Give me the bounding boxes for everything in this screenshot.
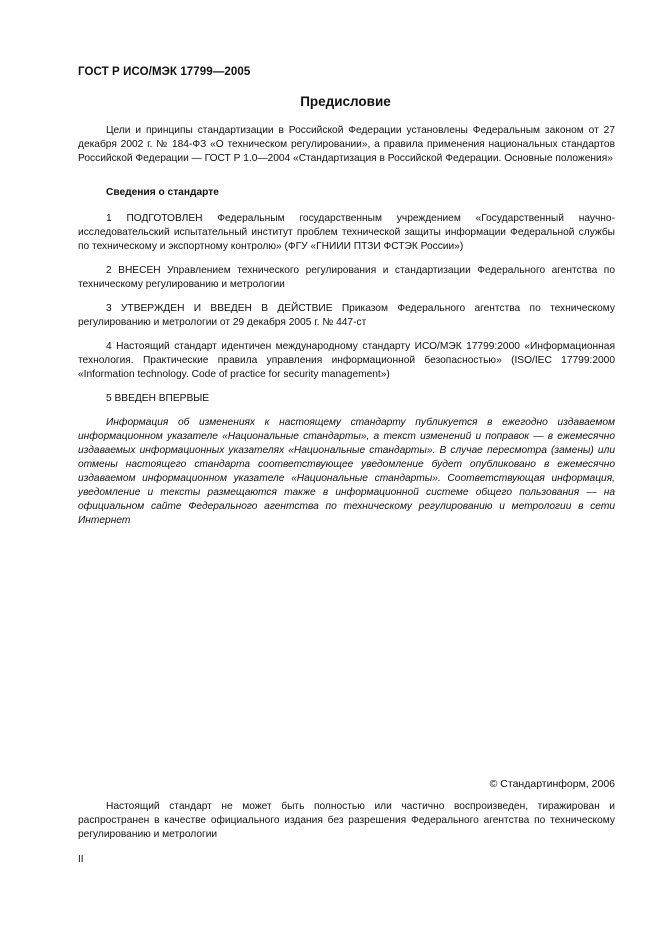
item-3 (78, 302, 615, 330)
document-header: ГОСТ Р ИСО/МЭК 17799—2005 (78, 66, 251, 78)
intro-text: Цели и принципы стандартизации в Российской Федерации установлены Федеральным законом от 27 декабря 2002 г. № 184-ФЗ «О техническом регулировании», а правила применения национальных стандартов Российской Федерации — ГОСТ Р 1.0—2004 «Стандартизация в Российской Федерации. Основные положения» (78, 125, 615, 164)
item-4-text: 4 Настоящий стандарт идентичен международному стандарту ИСО/МЭК 17799:2000 «Информационная технология. Практические правила управления информационной безопасностью» (ISO/IEC 17799:2000 «Information technology. Code of practice for security management») (78, 341, 615, 380)
item-2 (78, 264, 615, 292)
item-1 (78, 212, 615, 254)
section-heading-text: Сведения о стандарте (106, 187, 219, 198)
notice-paragraph (78, 416, 615, 528)
legal-notice-text: Настоящий стандарт не может быть полностью или частично воспроизведен, тиражирован и распространен в качестве официального издания без разрешения Федерального агентства по техническому регулированию и метрологии (78, 801, 615, 840)
copyright: © Стандартинформ, 2006 (489, 778, 615, 790)
notice-text: Информация об изменениях к настоящему стандарту публикуется в ежегодно издаваемом информационном указателе «Национальные стандарты», а текст изменений и поправок — в ежемесячно издаваемых информационных указателях «Национальные стандарты». В случае пересмотра (замены) или отмены настоящего стандарта соответствующее уведомление будет опубликовано в ежемесячно издаваемом информационном указателе «Национальные стандарты». Соответствующая информация, уведомление и тексты размещаются также в информационной системе общего пользования — на официальном сайте Федерального агентства по техническому регулированию и метрологии в сети Интернет (78, 417, 615, 526)
item-5-text: 5 ВВЕДЕН ВПЕРВЫЕ (106, 393, 210, 404)
item-4 (78, 340, 615, 382)
item-1-text: 1 ПОДГОТОВЛЕН Федеральным государственным учреждением «Государственный научно-исследовательский испытательный институт проблем технической защиты информации Федеральной службы по техническому и экспортному контролю» (ФГУ «ГНИИИ ПТЗИ ФСТЭК России») (78, 213, 615, 252)
page-title: Предисловие (300, 94, 391, 109)
page-number: II (78, 854, 84, 865)
section-heading (78, 186, 615, 200)
item-2-text: 2 ВНЕСЕН Управлением технического регулирования и стандартизации Федерального агентства по техническому регулированию и метрологии (78, 265, 615, 290)
legal-notice (78, 800, 615, 842)
intro-paragraph (78, 124, 615, 166)
item-3-text: 3 УТВЕРЖДЕН И ВВЕДЕН В ДЕЙСТВИЕ Приказом Федерального агентства по техническому регулированию и метрологии от 29 декабря 2005 г. № 447-ст (78, 303, 615, 328)
item-5 (78, 392, 615, 406)
